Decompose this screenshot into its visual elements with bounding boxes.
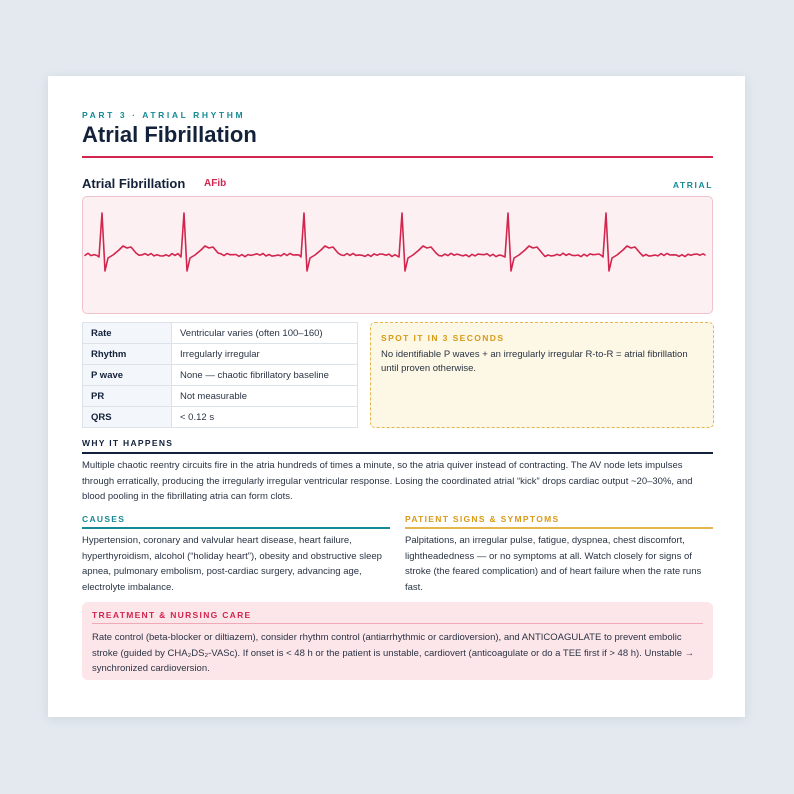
param-key: P wave: [83, 365, 172, 386]
reference-card: [48, 76, 745, 717]
param-value: Irregularly irregular: [172, 344, 358, 365]
rhythm-category-badge: ATRIAL: [672, 180, 713, 190]
parameters-table: [82, 322, 358, 428]
table-row: [83, 407, 358, 428]
table-row: [83, 386, 358, 407]
table-row: [83, 344, 358, 365]
ecg-strip: [82, 196, 713, 314]
causes-text: Hypertension, coronary and valvular heart disease, heart failure, hyperthyroidism, alcohol (“holiday heart”), obesity and obstructive sleep apnea, pulmonary embolism, post-cardiac surgery, advancing age, electrolyte imbalance.: [82, 535, 382, 593]
ecg-trace: [85, 213, 705, 271]
table-row: [83, 323, 358, 344]
causes-heading: CAUSES: [82, 514, 126, 524]
spot-it-callout: [370, 322, 714, 428]
signs-divider: [405, 527, 713, 529]
param-key: Rate: [83, 323, 172, 344]
param-key: PR: [83, 386, 172, 407]
title-divider: [82, 156, 713, 158]
param-value: < 0.12 s: [172, 407, 358, 428]
spot-it-text: No identifiable P waves + an irregularly irregular R-to-R = atrial fibrillation until proven otherwise.: [381, 349, 688, 374]
rhythm-name: Atrial Fibrillation: [82, 176, 186, 191]
treatment-text: Rate control (beta-blocker or diltiazem), consider rhythm control (antiarrhythmic or cardioversion), and ANTICOAGULATE to prevent embolic stroke (guided by CHA₂DS₂-VASc). If onset is < 48 h or the patient is unstable, cardiovert (anticoagulate or do a TEE first if > 48 h). Unstable → synchronized cardioversion.: [92, 632, 695, 674]
param-value: Ventricular varies (often 100–160): [172, 323, 358, 344]
signs-heading: PATIENT SIGNS & SYMPTOMS: [405, 514, 560, 524]
part-label: PART 3 · ATRIAL RHYTHM: [82, 110, 246, 120]
param-value: Not measurable: [172, 386, 358, 407]
treatment-divider: [92, 623, 703, 624]
param-value: None — chaotic fibrillatory baseline: [172, 365, 358, 386]
treatment-callout: [82, 602, 713, 680]
treatment-heading: TREATMENT & NURSING CARE: [92, 610, 252, 620]
param-key: Rhythm: [83, 344, 172, 365]
rhythm-abbreviation: AFib: [204, 178, 227, 189]
spot-it-title: SPOT IT IN 3 SECONDS: [381, 333, 505, 343]
ecg-waveform: [83, 197, 712, 313]
why-text: Multiple chaotic reentry circuits fire in the atria hundreds of times a minute, so the atria quiver instead of contracting. The AV node lets impulses through erratically, producing the irregularly irregular ventricular response. Losing the coordinated atrial “kick” drops cardiac output ~20–30%, and blood pooling in the fibrillating atria can form clots.: [82, 460, 693, 502]
table-row: [83, 365, 358, 386]
why-divider: [82, 452, 713, 454]
rhythm-header: [82, 176, 713, 192]
page-title: Atrial Fibrillation: [82, 122, 257, 147]
signs-text: Palpitations, an irregular pulse, fatigue, dyspnea, chest discomfort, lightheadedness — or no symptoms at all. Watch closely for signs of stroke (the feared complication) and of heart failure when the rate runs fast.: [405, 535, 702, 593]
why-heading: WHY IT HAPPENS: [82, 438, 174, 448]
causes-divider: [82, 527, 390, 529]
param-key: QRS: [83, 407, 172, 428]
